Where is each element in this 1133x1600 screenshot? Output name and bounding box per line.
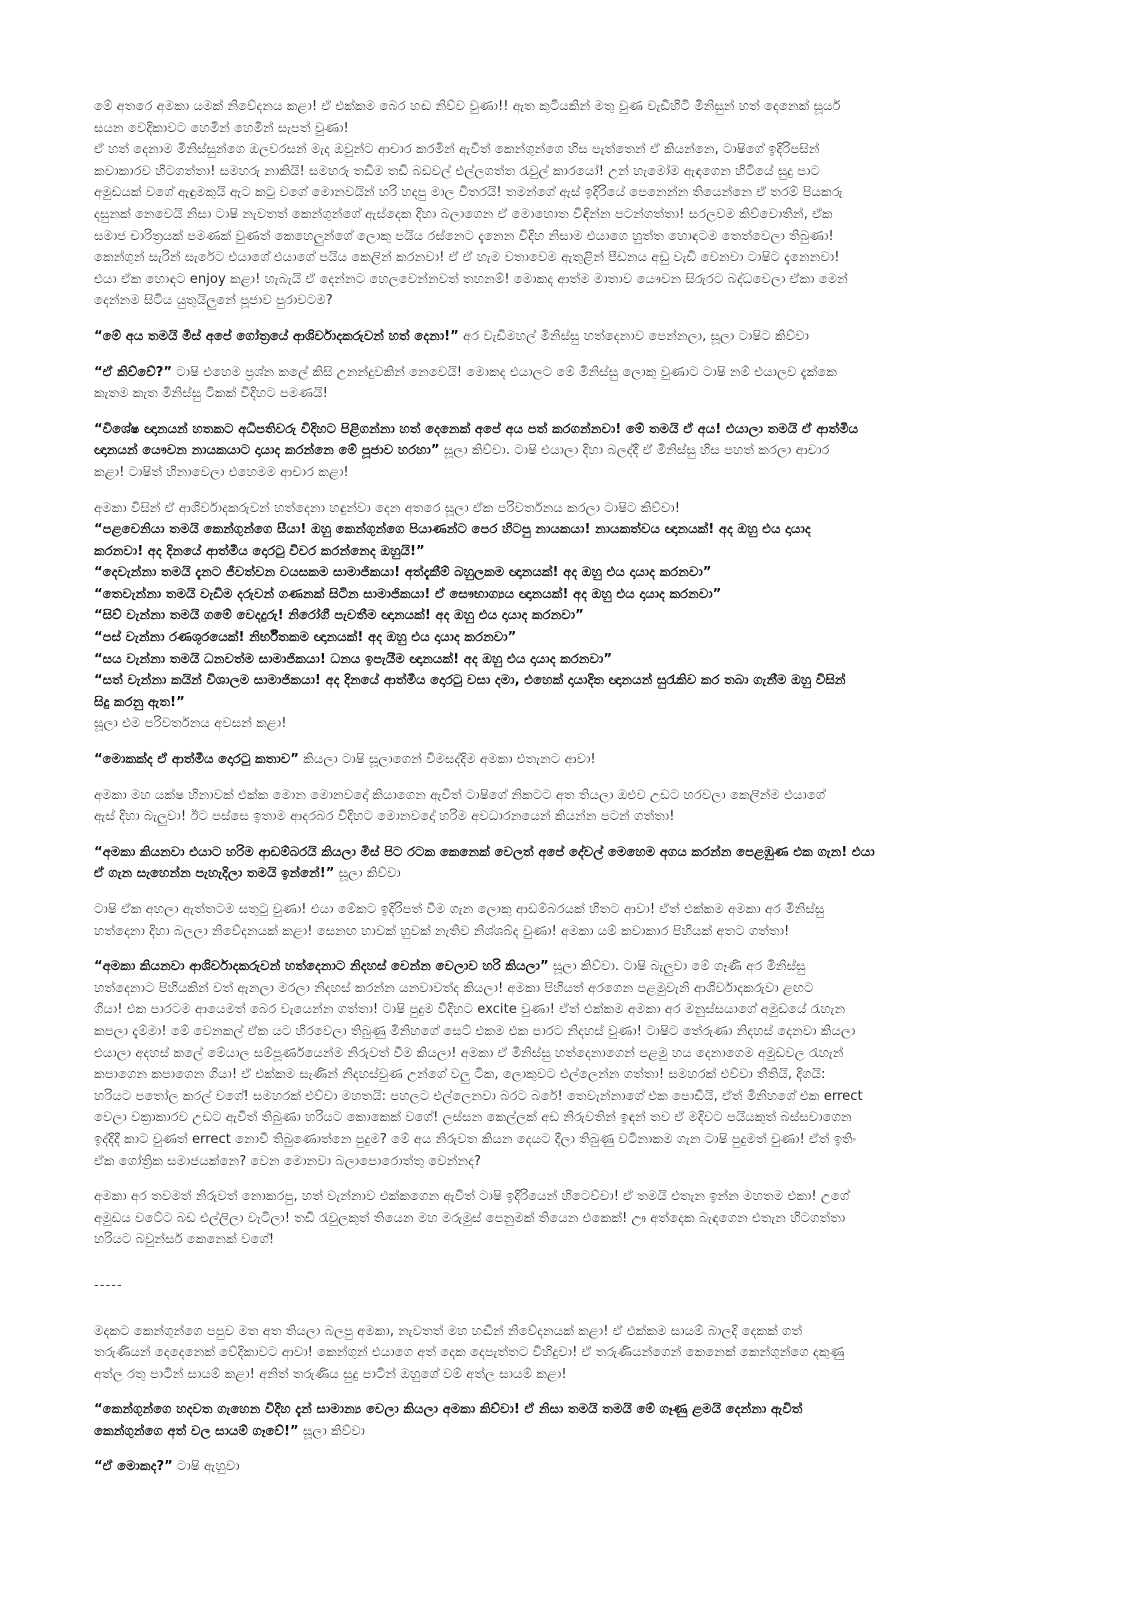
text-line (94, 1186, 1029, 1208)
text-line (94, 118, 1029, 140)
text-line (94, 956, 1029, 978)
text-line (94, 247, 1029, 269)
body-text: කවාකාරව හිටගත්තා! සමහරු නාකියි! සමහරු තඩිම තඩි බඩවල් එල්ලගත්ත රැවුල් කාරයෝ! උන් හැමෝම ඇඳගෙන හිටියේ සුදු පාට (94, 163, 820, 179)
body-text: ඒ හත් දෙනාම මිනිස්සුන්ගෙ ඔලවරසන් මැද ඔවුන්ට ආචාර කරමින් ඇවිත් කෙන්ගුන්ගෙ හිස පැත්තෙන් ඒ කියන්නෙ, ටාෂිගේ ඉදිරිපසින් (94, 142, 820, 158)
text-line (94, 899, 1029, 921)
dialogue-bold-text: “විශේෂ ඥානයන් හතකට අධිපතිවරු විදිහට පිළිගන්නා හත් දෙනෙක් අපේ අය පත් කරගන්නවා! මේ තමයි ඒ අය! එයාලා තමයි ඒ ආත්මීය (94, 421, 859, 437)
text-line (94, 182, 1029, 204)
text-line (94, 1321, 1029, 1343)
dialogue-bold-text: “තෙවැන්නා තමයි වැඩිම දරුවන් ගණනක් සිටින සාමාජිකයා! ඒ සෞභාග්‍යය ඥානයක්! අද ඔහු එය දායාද කරනවා” (94, 586, 722, 602)
text-line (94, 1064, 1029, 1086)
body-text: ගියා! එක පාරටම ආයෙමත් බෙර වැයෙන්න ගත්තා! ටාෂි පුදුම විදිහට (94, 1002, 478, 1018)
body-text: හරියට පතෝල කරල් වගේ! සමහරක් එව්වා මහතයි: පහලට එල්ලෙනවා බරට බරේ! තෙවැන්නාගේ එක පොඩියි, ඒත් මිනිහගේ එක (94, 1088, 824, 1104)
body-text: අමුඩයක් වගේ ඇඳුමකුයි ඇට කටු වගේ මොනවයින් හරි හදපු මාල විතරයි! තමන්ගේ ඇස් ඉදිරියේ පෙනෙන්න තියෙන්නෙ ඒ තරම් පියකරු (94, 185, 843, 201)
text-line (94, 670, 1029, 692)
paragraph (94, 1456, 1029, 1478)
body-text: වෙලා වක්‍රාකාරව උඩට ඇවිත් තිබුණා හරියට කොකෙක් වගේ! ලස්සන කෙල්ලක් අඩ නිරුවතින් ඉඳන් තව ඒ මදිවට පයියකුත් බස්සවාගෙන (94, 1110, 852, 1126)
body-text: කළා! ටාෂිත් හිනාවෙලා එහෙමම ආචාර කළා! (94, 464, 349, 480)
paragraph-gap (94, 735, 1029, 749)
paragraph (94, 899, 1029, 942)
body-text: අමකා විසින් ඒ ආශිර්වාදකරුවන් හත්දෙනා හඳුන්වා දෙන අතරෙ සූලා ඒක පරිවර්තනය කරලා ටාෂිට කිව්වා! (94, 500, 680, 516)
text-line (94, 541, 1029, 563)
paragraph (94, 1399, 1029, 1442)
paragraph (94, 326, 1029, 348)
text-line (94, 1399, 1029, 1421)
paragraph-gap (94, 1251, 1029, 1275)
body-text: හරියට බවුන්සර් කෙනෙක් වගේ! (94, 1232, 275, 1248)
paragraph-gap (94, 828, 1029, 842)
text-line (94, 1208, 1029, 1230)
dialogue-bold-text: “දෙවැන්නා තමයි දැනට ජීවත්වන වයසකම සාමාජිකයා! අත්දැකීම් බහුලකම ඥානයක්! අද ඔහු එය දායාද කරනවා” (94, 565, 712, 581)
body-text: කෙන්ගුන් සැරින් සැරේට එයාගේ එයාගේ පයිය කෙලින් කරනවා! ඒ ඒ හැම වතාවෙම ඇතුළින් පීඩනය අඩු වැඩි වෙනවා ටාෂිට දැනෙනවා! (94, 250, 840, 266)
text-line (94, 842, 1029, 864)
text-line (94, 383, 1029, 405)
paragraph-gap (94, 1385, 1029, 1399)
body-text: කියලා ටාෂි සූලාගෙන් විමසද්දිම අමකා එතැනට ආවා! (298, 752, 596, 768)
paragraph (94, 749, 1029, 771)
body-text: සූලා කිව්වා (334, 866, 401, 882)
text-line (94, 785, 1029, 807)
body-text: ටාෂි ඒක අහලා ඇත්තටම සතුටු වුණා! එයා මේකට ඉදිරිපත් වීම ගැන ලොකු ආඩම්බරයක් හිතට ආවා! ඒත් එක්කම අමකා අර මිනිස්සු (94, 902, 825, 917)
body-text: ඇස් දිහා බැලුවා! ඊට පස්සෙ ඉතාම ආදරබර විදිහට මොනවදෝ හරිම අවධාරනයෙන් කියන්න පටන් ගත්තා! (94, 809, 675, 825)
dialogue-bold-text: “අමකා කියනවා ආශිර්වාදකරුවන් හත්දෙනාට නිදහස් වෙන්න වෙලාව හරි කියලා” (94, 959, 549, 975)
body-text: හත්දෙනා දිහා බලලා නිවේදනයක් කළා! සෙනඟ හාවක් හුවක් නැතිව නිශ්ශබ්ද වුණා! අමකා යම් කවාකාර පිහියක් අතට ගත්තා! (94, 923, 790, 939)
english-word: errect (823, 1088, 863, 1104)
dialogue-bold-text: කෙන්ගුන්ගෙ අත් වල සායම් ගෑවේ!” (94, 1423, 299, 1439)
text-line (94, 519, 1029, 541)
paragraph (94, 362, 1029, 405)
dialogue-bold-text: ඒ ගැන සැහෙන්න පැහැදිලා තමයි ඉන්නේ!” (94, 866, 335, 882)
paragraph-gap (94, 1172, 1029, 1186)
dialogue-bold-text: සිදු කරනු ඇත!” (94, 694, 185, 710)
text-line (94, 1086, 1029, 1108)
dialogue-bold-text: කරනවා! අද දිනයේ ආත්මීය දොරටු විවර කරන්නෙද ඔහුයි!” (94, 543, 425, 559)
text-line (94, 419, 1029, 441)
body-text: කළා! හැබැයි ඒ දෙන්නට හෙලවෙන්නවත් තහනම්! මොකද ආත්ම මාතාව යෞවන සිරුරට බද්ධවෙලා ඒකා මෙන් (225, 271, 848, 287)
text-line (94, 269, 1029, 291)
paragraph-gap (94, 348, 1029, 362)
paragraph (94, 785, 1029, 828)
paragraph-gap (94, 942, 1029, 956)
paragraph (94, 1321, 1029, 1386)
body-text: මදකට කෙන්ගුන්ගෙ පපුව මත අත තියලා බලපු අමකා, නැවතත් මහ හඬින් නිවේදනයක් කළා! ඒ එක්කම සායම් බාලදි දෙකක් ගත් (94, 1323, 803, 1339)
body-text: ඒක ගෝත්‍රික සමාජයක්නෙ? වෙන මොනවා බලාපොරොත්තු වෙන්නද? (94, 1153, 481, 1169)
dialogue-bold-text: “මේ අය තමයි මිස් අපේ ගෝත්‍රයේ ආශිර්වාදකරුවන් හත් දෙනා!” (94, 328, 459, 344)
paragraph-gap (94, 771, 1029, 785)
paragraph (94, 842, 1029, 885)
body-text: එයාලා අදහස් කලේ මේයාල සම්පූර්ණයෙන්ම නිරුවත් වීම කියලා! අමකා ඒ මිනිස්සු හත්දෙනාගෙන් පළමු හය දෙනාගෙම අමුඩවල රැහැන් (94, 1045, 844, 1061)
text-line (94, 627, 1029, 649)
body-text: අර වැඩිමහල් මිනිස්සු හත්දෙනාව පෙන්නලා, සූලා ටාෂිට කිව්වා (458, 328, 809, 344)
body-text: සමාජ චාරිත්‍රයක් පමණක් වුණත් කෙහෙලුන්ගේ ලොකු පයිය රස්නෙට දැනෙන විදිහ නිසාම එයාගෙ හුත්ත හොඳටම තෙත්වෙලා තිබුණා! (94, 228, 834, 244)
text-line (94, 1043, 1029, 1065)
text-line (94, 1151, 1029, 1173)
body-text: කැතම කැත මිනිස්සු ටිකක් විදිහට පමණයි! (94, 386, 328, 402)
body-text: හත්දෙනාට පිහියකින් වත් ඇනලා මරලා නිදහස් කරන්න යනවාවත්ද කියලා! අමකා පිහියත් අරගෙන පළමුවැනි ආශිර්වාදකරුවා ළඟට (94, 980, 814, 996)
body-text: ටාෂි ඇහුවා (172, 1459, 240, 1475)
dialogue-bold-text: “ඒ මොකද?” (94, 1459, 173, 1475)
text-line (94, 326, 1029, 348)
dialogue-bold-text: ඥානයන් යෞවන නායකයාට දායාද කරන්නෙ මේ පූජාව හරහා” (94, 443, 440, 459)
dialogue-bold-text: “සය වැන්නා තමයි ධනවත්ම සාමාජිකයා! ධනය ඉපැයීම ඥානයක්! අද ඔහු එය දායාද කරනවා” (94, 651, 613, 667)
text-line (94, 1456, 1029, 1478)
body-text: නොවී තිබුණොත්නෙ පුදුම? මේ අය නිරුවත කියන දෙයට දීලා තිබුණු වටිනාකම ගැන ටාෂි පුදුමත් වුණා! ඒත් ඉතිං (230, 1131, 857, 1147)
text-line (94, 562, 1029, 584)
body-text: සූලා කිව්වා. ටාෂි එයාලා දිහා බලද්දී ඒ මිනිස්සු හිස පහත් කරලා ආචාර (439, 443, 830, 459)
body-text: ටාෂි එහෙම ප්‍රශ්න කලේ කිසි උනන්දුවකින් නෙවෙයි! මොකද එයාලට මේ මිනිස්සු ලොකු වුණාට ටාෂි නම් එයාලව දැක්කෙ (172, 364, 837, 380)
dialogue-bold-text: “සත් වැන්නා කයින් විශාලම සාමාජිකයා! අද දිනයේ ආත්මීය දොරටු වසා දමා, එහෙක් දායාදිත ඥානයන් සුරැකිව කර තබා ගැනීම ඔහු විසින් (94, 673, 846, 689)
text-line (94, 139, 1029, 161)
body-text: අමකා මහ යක්ෂ හිනාවක් එක්ක මොන මොනවදෝ කියාගෙන ඇවිත් ටාෂිගේ නිකටට අත තියලා ඔළුව උඩට හරවලා කෙලින්ම එයාගේ (94, 787, 826, 803)
text-line (94, 1421, 1029, 1443)
body-text: සයන වෙදිකාවට හෙමින් හෙමින් සැපත් වුණා! (94, 120, 349, 136)
body-text: කපාගෙන කපාගෙන ගියා! ඒ එක්කම සැණින් නිදහස්වුණ උන්ගේ වලු ටික, ලොකුවට එල්ලෙන්න ගත්තා! සමහරක් එව්වා තීතියි, දිගයි: (94, 1067, 826, 1083)
text-line (94, 440, 1029, 462)
paragraph (94, 498, 1029, 736)
text-line (94, 204, 1029, 226)
english-word: errect (191, 1131, 231, 1147)
text-line (94, 96, 1029, 118)
text-line (94, 290, 1029, 312)
paragraph (94, 419, 1029, 484)
text-line (94, 649, 1029, 671)
text-line (94, 692, 1029, 714)
body-text: අත්ල රතු පාටින් සායම් කළා! අනිත් තරුණිය සුදු පාටින් ඔහුගේ වම් අත්ල සායම් කළා! (94, 1366, 567, 1382)
text-line (94, 1229, 1029, 1251)
dialogue-bold-text: “කෙන්ගුන්ගෙ හදවත ගැහෙන විදිහ දැන් සාමාන්‍ය වෙලා කියලා අමකා කිව්වා! ඒ නිසා තමයි තමයි මේ ගෑණු ළමයි දෙන්නා ඇවිත් (94, 1402, 803, 1418)
text-line (94, 863, 1029, 885)
text-line (94, 226, 1029, 248)
text-line (94, 605, 1029, 627)
text-line (94, 161, 1029, 183)
body-text: මේ අතරෙ අමකා යමක් නිවේදනය කළා! ඒ එක්කම බෙර හඬ නිව්ව වුණා!! ඇත කුටියකින් මතු වුණ වැඩිහිටි මිනිසුන් හත් දෙනෙක් සූර්ය (94, 99, 841, 114)
paragraph-gap (94, 405, 1029, 419)
text-line (94, 749, 1029, 771)
paragraph (94, 956, 1029, 1172)
body-text: සූලා කිව්වා. ටාෂි බැලුවා මේ ගෑණි අර මිනිස්සු (548, 959, 806, 975)
text-line (94, 1364, 1029, 1386)
text-line (94, 498, 1029, 520)
body-text: වුණා! ඒත් එක්කම අමකා අර මනුස්සයාගේ අමුඩයේ රැහැන (516, 1002, 846, 1018)
body-text: සූලා එම පරිවර්තනය අවසන් කළා! (94, 716, 287, 732)
dialogue-bold-text: “අමකා කියනවා එයාට හරිම ආඩම්බරයි කියලා මිස් පිට රටක කෙනෙක් වෙලත් අපේ දේවල් මෙහෙම අගය කරන්න පෙළඹුණ එක ගැන! එයා (94, 844, 875, 860)
text-line (94, 1129, 1029, 1151)
dialogue-bold-text: “සිව් වැන්නා තමයි ගමේ වෙදදුරු! නිරෝගී පැවතීම ඥානයක්! අද ඔහු එය දායාද කරනවා” (94, 608, 584, 624)
body-text: තරුණියන් දෙදෙනෙක් වේදිකාවට ආවා! කෙන්ගුන් එයාගෙ අත් දෙක දෙපැත්තට විහිදුවා! ඒ තරුණියන්ගෙන් කෙනෙක් කෙන්ගුන්ගෙ දකුණු (94, 1345, 845, 1361)
dialogue-bold-text: “පස් වැන්නා රණශූරයෙක්! නිර්භීතකම ඥානයක්! අද ඔහු එය දායාද කරනවා” (94, 630, 517, 646)
text-line (94, 1021, 1029, 1043)
text-line (94, 713, 1029, 735)
paragraph-gap (94, 885, 1029, 899)
text-line (94, 1107, 1029, 1129)
text-line (94, 999, 1029, 1021)
paragraph-gap (94, 1297, 1029, 1321)
body-text: සූලා කිව්වා (298, 1423, 366, 1439)
section-separator: ----- (94, 1277, 123, 1293)
body-text: දසුනක් නෙවෙයි නිසා ටාෂි නැවතත් කෙන්ගුන්ගේ ඇස්දෙක දිහා බලාගෙන ඒ මොහොත විඳින්න පටන්ගත්තා! සරලවම කිව්වොතින්, ඒක (94, 206, 833, 222)
text-line (94, 978, 1029, 1000)
dialogue-bold-text: “පළවෙනියා තමයි කෙන්ගුන්ගෙ සීයා! ඔහු කෙන්ගුන්ගෙ පියාණන්ට පෙර හිටපු නායකයා! නායකත්වය ඥානයක්! අද ඔහු එය දායාද (94, 522, 811, 538)
text-line (94, 806, 1029, 828)
paragraph-gap (94, 1442, 1029, 1456)
english-word: enjoy (189, 271, 226, 287)
paragraph-gap (94, 484, 1029, 498)
paragraph-gap (94, 312, 1029, 326)
body-text: කපලා දැම්මා! මේ වෙනකල් ඒක යට හිරවෙලා තිබුණු මිනිහගේ සෙට් එකම එක පාරට නිදහස් වුණා! ටාෂිට තේරුණා නිදහස් දෙනවා කියලා (94, 1023, 856, 1039)
body-text: අමුඩය වටේට බඩ එල්ලිලා වැටිලා! තඩි රැවුලකුත් තියෙන මහ මරුමුස් පෙනුමක් තියෙන එකෙක්! ඌ අත්දෙක බැඳගෙන එතැන හිටගත්තා (94, 1210, 846, 1226)
text-line (94, 1342, 1029, 1364)
text-line (94, 921, 1029, 943)
text-line (94, 462, 1029, 484)
body-text: ඉද්දිදී කාට වුණත් (94, 1131, 192, 1147)
dialogue-bold-text: “මොකක්ද ඒ ආත්මීය දොරටු කතාව” (94, 752, 299, 768)
body-text: එයා ඒක හොඳට (94, 271, 190, 287)
dialogue-bold-text: “ඒ කිව්වේ?” (94, 364, 173, 380)
paragraph (94, 1186, 1029, 1251)
body-text: දෙන්නම සිටිය යුතුයිලුනේ පූජාව පුරාවටම? (94, 293, 333, 309)
text-line (94, 362, 1029, 384)
text-line (94, 584, 1029, 606)
paragraph (94, 96, 1029, 312)
body-text: අමකා අර තවමත් නිරුවත් නොකරපු, හත් වැන්නාව එක්කගෙන ඇවිත් ටාෂි ඉදිරියෙන් හිටෙව්වා! ඒ තමයි එතැන ඉන්න මහතම එකා! උගේ (94, 1189, 850, 1205)
english-word: excite (477, 1002, 517, 1018)
